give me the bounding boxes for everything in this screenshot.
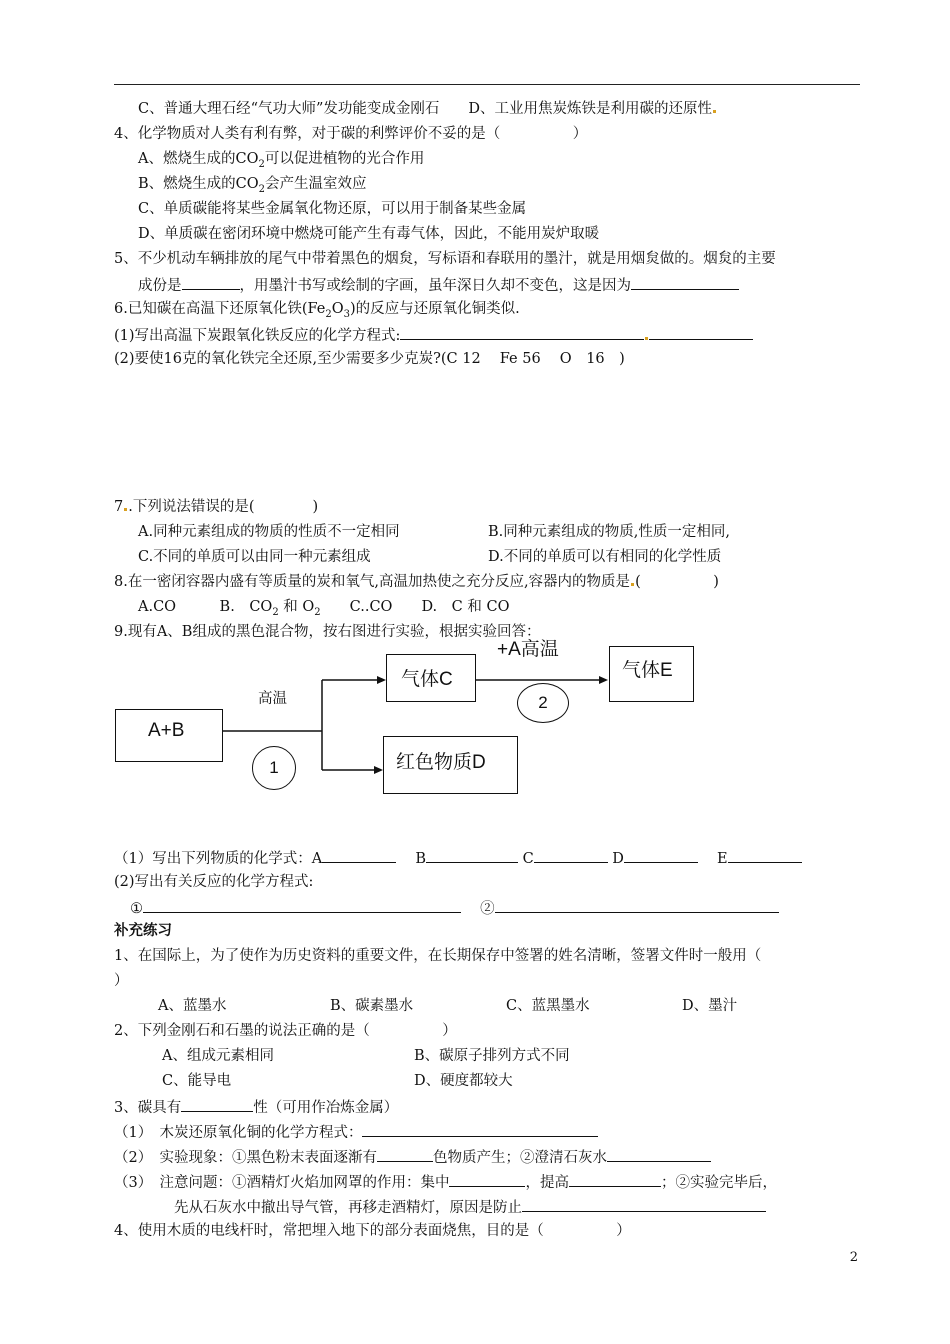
q7-option-d: D.不同的单质可以有相同的化学性质 (488, 549, 722, 565)
s2-stem: 2、下列金刚石和石墨的说法正确的是（ ） (114, 1023, 457, 1039)
q9-part2: (2)写出有关反应的化学方程式: (114, 874, 314, 890)
step-1-circle: 1 (252, 746, 296, 790)
q7-stem: 7 .下列说法错误的是( ) (114, 499, 319, 515)
gas-e-box: 气体E (609, 646, 694, 702)
q9-part2-answers: ① ② (130, 898, 779, 918)
q9-stem: 9.现有A、B组成的黑色混合物，按右图进行实验，根据实验回答： (114, 624, 541, 640)
s1-option-c: C、蓝黑墨水 (506, 998, 590, 1014)
s2-option-d: D、硬度都较大 (414, 1073, 513, 1089)
q7-option-b: B.同种元素组成的物质,性质一定相同, (488, 524, 730, 540)
q6-part2: (2)要使16克的氧化铁完全还原,至少需要多少克炭?(C 12 Fe 56 O 16 ) (114, 351, 625, 367)
q6-stem: 6.已知碳在高温下还原氧化铁$(Fe_2O_3)$的反应与还原氧化铜类似. (114, 301, 520, 320)
q8-options: A.CO B. $CO_2$ 和 $O_2$ C..CO D. C 和 CO (138, 599, 510, 618)
condition-plus-a-high-temp: +A高温 (497, 639, 559, 660)
s1-option-b: B、碳素墨水 (330, 998, 414, 1014)
q7-option-a: A.同种元素组成的物质的性质不一定相同 (138, 524, 400, 540)
s1-option-a: A、蓝墨水 (158, 998, 227, 1014)
q7-option-c: C.不同的单质可以由同一种元素组成 (138, 549, 371, 565)
page-number: 2 (849, 1250, 858, 1265)
q4-stem: 4、化学物质对人类有利有弊，对于碳的利弊评价不妥的是（ ） (114, 126, 588, 142)
q6-part1: (1)写出高温下炭跟氧化铁反应的化学方程式: (114, 325, 753, 345)
red-substance-d-box: 红色物质D (383, 736, 518, 794)
q4-option-c: C、单质碳能将某些金属氧化物还原，可以用于制备某些金属 (138, 201, 527, 217)
q4-option-d: D、单质碳在密闭环境中燃烧可能产生有毒气体，因此，不能用炭炉取暖 (138, 226, 600, 242)
gas-c-box: 气体C (386, 654, 476, 702)
s3-part3-cont: 先从石灰水中撤出导气管，再移走酒精灯，原因是防止 (174, 1197, 766, 1217)
s2-option-c: C、能导电 (162, 1073, 232, 1089)
q4-option-b: B、燃烧生成的$CO_2$会产生温室效应 (138, 176, 367, 195)
mixture-ab-box: A+B (115, 709, 223, 762)
supplementary-title: 补充练习 (114, 923, 172, 939)
s1-option-d: D、墨汁 (682, 998, 738, 1014)
s3-part1: （1） 木炭还原氧化铜的化学方程式： (114, 1122, 598, 1142)
q4-option-a: A、燃烧生成的$CO_2$可以促进植物的光合作用 (138, 151, 425, 170)
s1-stem-end: ） (114, 973, 129, 989)
s2-option-b: B、碳原子排列方式不同 (414, 1048, 570, 1064)
q5-line1: 5、不少机动车辆排放的尾气中带着黑色的烟炱，写标语和春联用的墨汁，就是用烟炱做的。烟炱的主要 (114, 251, 776, 267)
s3-stem: 3、碳具有 性（可用作冶炼金属） (114, 1097, 398, 1117)
q8-stem: 8.在一密闭容器内盛有等质量的炭和氧气,高温加热使之充分反应,容器内的物质是 ( ) (114, 574, 719, 590)
s3-part3: （3） 注意问题：①酒精灯火焰加网罩的作用：集中 ，提高 ；②实验完毕后， (114, 1172, 777, 1192)
s4-stem: 4、使用木质的电线杆时，常把埋入地下的部分表面烧焦，目的是（ ） (114, 1223, 631, 1239)
condition-high-temp: 高温 (258, 691, 287, 707)
s3-part2: （2） 实验现象：①黑色粉末表面逐渐有 色物质产生；②澄清石灰水 (114, 1147, 711, 1167)
s1-stem: 1、在国际上，为了使作为历史资料的重要文件，在长期保存中签署的姓名清晰，签署文件时一般用（ (114, 948, 762, 964)
q9-part1: （1）写出下列物质的化学式：A B C D E (114, 848, 802, 868)
q3-options-cd: C、普通大理石经“气功大师”发功能变成金刚石 D、工业用焦炭炼铁是利用碳的还原性 (138, 100, 717, 118)
q5-line2: 成份是 ，用墨汁书写或绘制的字画，虽年深日久却不变色，这是因为 (138, 275, 739, 295)
s2-option-a: A、组成元素相同 (162, 1048, 274, 1064)
step-2-circle: 2 (517, 683, 569, 723)
